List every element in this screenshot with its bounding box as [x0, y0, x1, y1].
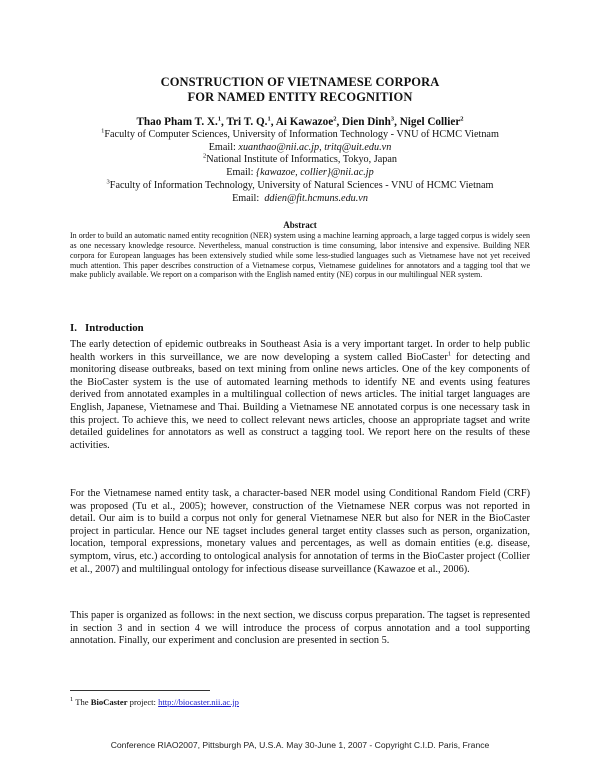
- page-footer: Conference RIAO2007, Pittsburgh PA, U.S.A. May 30-June 1, 2007 - Copyright C.I.D. Paris, France: [110, 740, 490, 750]
- author-5: Nigel Collier: [399, 116, 461, 128]
- affiliation-1-mark: 1: [101, 127, 105, 135]
- email-label: Email:: [208, 142, 236, 153]
- email-address-3: ddien@fit.hcmuns.edu.vn: [264, 193, 368, 204]
- author-list: Thao Pham T. X.$^1$, Tri T. Q.$^1$, Ai Kawazoe$^2$, Dien Dinh$^3$, Nigel Collier$^2$: [136, 115, 464, 128]
- affiliation-1-email: [0, 142, 600, 154]
- intro-paragraph-2: For the Vietnamese named entity task, a character-based NER model using Conditional Random Field (CRF) was proposed (Tu et al., 2005); however, construction of the Vietnamese NER corpus was not reported in detail. Our aim is to build a corpus not only for general Vietnamese NER but also for NER in the BioCaster project in particular. Hence our NE tagset includes general target entity classes such as person, organization, location, temporal expressions, monetary values and percentages, as well as domain entities (e.g. disease, symptom, virus, etc.) according to ontological analysis for annotation of terms in the BioCaster project (Collier et al., 2007) and multilingual ontology for infectious disease surveillance (Kawazoe et al., 2006).: [70, 488, 530, 575]
- email-label: Email:: [232, 193, 260, 204]
- author-4-affiliation: 3: [390, 115, 395, 123]
- footnote-link[interactable]: http://biocaster.nii.ac.jp: [158, 697, 239, 707]
- footnote-number: 1: [70, 696, 74, 704]
- footnote-text-pre: The: [73, 697, 91, 707]
- affiliation-1: [0, 129, 600, 141]
- intro-paragraph-3: This paper is organized as follows: in the next section, we discuss corpus preparation. The tagset is represented in section 3 and in section 4 we will introduce the process of corpus annotation and a tool supporting annotation. Finally, our experiment and conclusion are presented in section 5.: [70, 610, 530, 647]
- affiliation-2-text: National Institute of Informatics, Tokyo, Japan: [206, 154, 397, 165]
- affiliation-2: [0, 154, 600, 166]
- abstract-text: In order to build an automatic named entity recognition (NER) system using a machine learning approach, a large tagged corpus is widely seen as one necessary knowledge resource. Nevertheless, manual construction is time consuming, labor intensive and expensive. Building NER corpora for European languages has been extensively studied while some less-studied languages such as Vietnamese have not yet received much attention. This paper describes construction of a Vietnamese corpus, Vietnamese guidelines for annotators and a tagging tool that we make publicly available. We report on a comparison with the English named entity (NE) corpus in our multilingual NER system.: [70, 231, 530, 280]
- footnote-project-name: BioCaster: [90, 697, 128, 707]
- intro-paragraph-1-start: The early detection of epidemic outbreaks in Southeast Asia is a very important target. In order to help public health workers in this surveillance, we are now developing a system called BioCaster: [70, 339, 530, 363]
- abstract-heading: Abstract: [283, 220, 317, 230]
- author-3-affiliation: 2: [333, 115, 337, 123]
- affiliation-3: [0, 180, 600, 192]
- email-address-1: xuanthao@nii.ac.jp, tritq@uit.edu.vn: [238, 142, 392, 153]
- paper-title-line-1: CONSTRUCTION OF VIETNAMESE CORPORA: [160, 75, 440, 89]
- email-address-2: {kawazoe, collier}@nii.ac.jp: [256, 167, 374, 178]
- affiliation-2-mark: 2: [203, 152, 207, 160]
- affiliation-3-text: Faculty of Information Technology, University of Natural Sciences - VNU of HCMC Vietnam: [109, 180, 494, 191]
- footnote-text-post: project:: [127, 697, 159, 707]
- affiliation-1-text: Faculty of Computer Sciences, University of Information Technology - VNU of HCMC Vietnam: [104, 129, 499, 140]
- author-3: Ai Kawazoe: [275, 116, 334, 128]
- author-1: Thao Pham T. X.: [136, 116, 218, 128]
- footnote-marker[interactable]: 1: [447, 350, 452, 358]
- author-2: Tri T. Q.: [226, 116, 268, 128]
- paper-title-line-2: FOR NAMED ENTITY RECOGNITION: [187, 90, 413, 104]
- affiliation-2-email: [0, 167, 600, 179]
- author-5-affiliation: 2: [460, 115, 464, 123]
- author-1-affiliation: 1: [217, 115, 222, 123]
- footnote-divider: [70, 690, 210, 691]
- intro-paragraph-1: [70, 339, 530, 452]
- affiliation-3-email: [0, 193, 600, 205]
- author-2-affiliation: 1: [267, 115, 271, 123]
- footnote: [70, 697, 239, 707]
- affiliation-3-mark: 3: [106, 178, 110, 186]
- author-4: Dien Dinh: [342, 116, 391, 128]
- email-label: Email:: [226, 167, 254, 178]
- section-heading-introduction: I. Introduction: [70, 322, 144, 334]
- intro-paragraph-1-rest: for detecting and monitoring disease outbreaks, based on text mining from online news articles. One of the key components of the BioCaster system is the use of automated learning methods to identify NE and events using features derived from annotated examples in a multilingual collection of news articles. The initial target languages are English, Japanese, Vietnamese and Thai. Building a Vietnamese NE annotated corpus is one necessary task in this project. To achieve this, we need to collect relevant news articles, choose an appropriate tagset and write detailed guidelines for annotators as well as construct a tagging tool. We report here on the results of these activities.: [70, 351, 530, 451]
